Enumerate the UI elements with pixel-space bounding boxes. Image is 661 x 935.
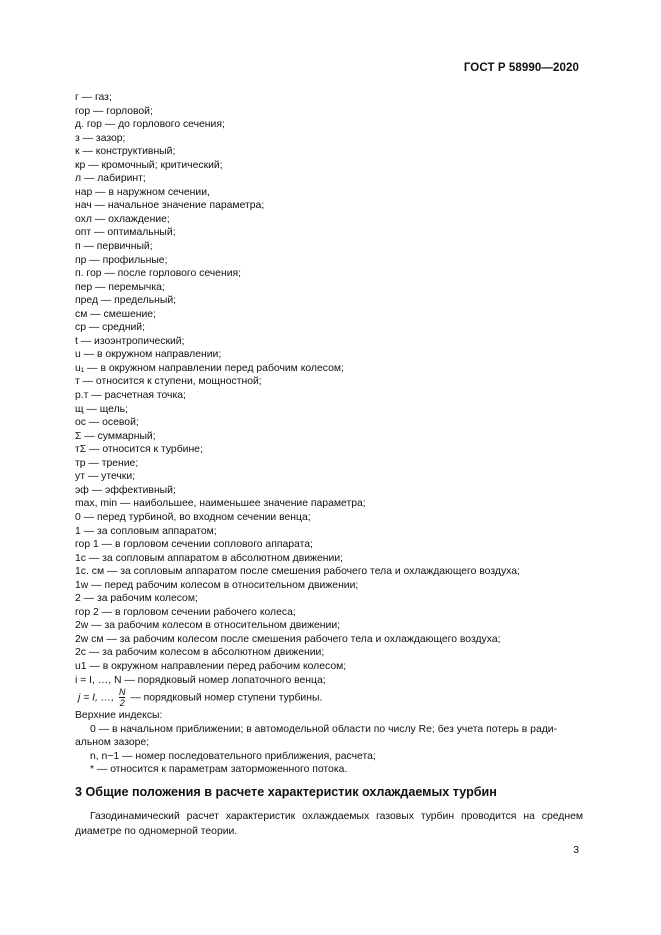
- list-item: р.т — расчетная точка;: [75, 390, 186, 402]
- list-item: кр — кромочный; критический;: [75, 159, 223, 171]
- section-heading: 3 Общие положения в расчете характеристик охлаждаемых турбин: [75, 785, 497, 799]
- list-item: max, min — наибольшее, наименьшее значение параметра;: [75, 498, 366, 510]
- list-item: 1 — за сопловым аппаратом;: [75, 525, 217, 537]
- list-item: u₁ — в окружном направлении перед рабочим колесом;: [75, 362, 344, 374]
- list-item: г — газ;: [75, 92, 112, 103]
- section-paragraph: Газодинамический расчет характеристик охлаждаемых газовых турбин проводится на среднем диаметре по одномерной теории.: [75, 811, 583, 837]
- list-item: тр — трение;: [75, 457, 139, 469]
- fraction: [119, 687, 126, 708]
- fraction-numerator: N: [118, 687, 126, 698]
- list-item: n, n−1 — номер последовательного приближения, расчета;: [90, 750, 376, 762]
- list-item: пер — перемычка;: [75, 281, 165, 293]
- list-item: 1w — перед рабочим колесом в относительном движении;: [75, 579, 359, 591]
- list-item: 1с — за сопловым аппаратом в абсолютном движении;: [75, 552, 344, 564]
- stage-number-line: [75, 687, 595, 709]
- list-item: 1с. см — за сопловым аппаратом после смешения рабочего тела и охлаждающего воздуха;: [75, 566, 520, 578]
- list-item: u1 — в окружном направлении перед рабочим колесом;: [75, 660, 347, 672]
- document-header: ГОСТ Р 58990—2020: [463, 62, 579, 74]
- fraction-denominator: 2: [119, 698, 125, 709]
- subscript-list: [75, 91, 595, 777]
- list-item: 2w — за рабочим колесом в относительном движении;: [75, 620, 341, 632]
- list-item: ут — утечки;: [75, 471, 136, 483]
- list-item: Σ — суммарный;: [75, 430, 156, 442]
- stage-line-prefix: j = I, …,: [78, 692, 115, 704]
- list-item: t — изоэнтропический;: [75, 335, 185, 347]
- list-item: нар — в наружном сечении,: [75, 186, 210, 198]
- list-item: охл — охлаждение;: [75, 213, 170, 225]
- list-item: тΣ — относится к турбине;: [75, 444, 203, 456]
- list-item: гор — горловой;: [75, 105, 153, 117]
- list-item: щ — щель;: [75, 403, 128, 415]
- list-item: нач — начальное значение параметра;: [75, 200, 265, 212]
- list-item: i = I, …, N — порядковый номер лопаточного венца;: [75, 674, 326, 686]
- stage-line-suffix: — порядковый номер ступени турбины.: [130, 692, 323, 704]
- list-item: пр — профильные;: [75, 254, 168, 266]
- list-item: эф — эффективный;: [75, 484, 176, 496]
- superscripts-title: Верхние индексы:: [75, 710, 163, 722]
- list-item: пред — предельный;: [75, 295, 177, 307]
- list-item: см — смешение;: [75, 308, 156, 320]
- list-item: альном зазоре;: [75, 737, 150, 749]
- page-number: 3: [573, 845, 579, 856]
- list-item: 2w см — за рабочим колесом после смешения рабочего тела и охлаждающего воздуха;: [75, 633, 501, 645]
- list-item: т — относится к ступени, мощностной;: [75, 376, 262, 388]
- list-item: 0 — в начальном приближении; в автомодельной области по числу Re; без учета потерь в ради-: [90, 723, 558, 735]
- list-item: з — зазор;: [75, 132, 126, 144]
- list-item: к — конструктивный;: [75, 146, 176, 158]
- list-item: опт — оптимальный;: [75, 227, 176, 239]
- list-item: 2с — за рабочим колесом в абсолютном движении;: [75, 647, 325, 659]
- list-item: 2 — за рабочим колесом;: [75, 593, 198, 605]
- list-item: * — относится к параметрам заторможенного потока.: [90, 764, 348, 776]
- list-item: u — в окружном направлении;: [75, 349, 222, 361]
- list-item: д. гор — до горлового сечения;: [75, 119, 225, 131]
- list-item: гор 2 — в горловом сечении рабочего колеса;: [75, 606, 296, 618]
- list-item: ср — средний;: [75, 322, 145, 334]
- list-item: л — лабиринт;: [75, 173, 146, 185]
- list-item: п — первичный;: [75, 241, 153, 253]
- list-item: ос — осевой;: [75, 417, 139, 429]
- list-item: гор 1 — в горловом сечении соплового аппарата;: [75, 539, 313, 551]
- list-item: п. гор — после горлового сечения;: [75, 268, 242, 280]
- list-item: 0 — перед турбиной, во входном сечении венца;: [75, 511, 311, 523]
